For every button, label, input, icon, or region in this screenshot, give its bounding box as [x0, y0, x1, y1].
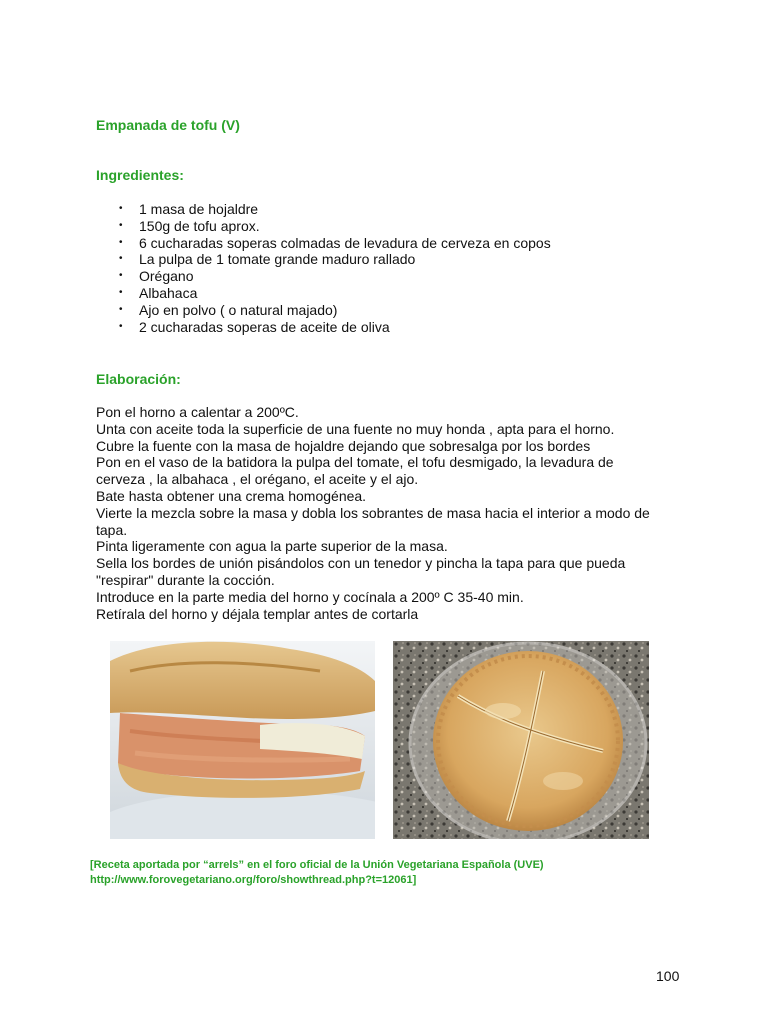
step-text: Pon el horno a calentar a 200ºC. — [96, 404, 299, 420]
step-text: Unta con aceite toda la superficie de una fuente no muy honda , apta para el horno. — [96, 420, 615, 437]
ingredient-text: Albahaca — [139, 284, 198, 301]
ingredient-text: 2 cucharadas soperas de aceite de oliva — [139, 318, 390, 335]
bullet-icon: • — [119, 203, 123, 214]
elaboration-heading: Elaboración: — [96, 371, 181, 387]
ingredient-item — [119, 251, 551, 268]
ingredient-item — [119, 285, 551, 302]
step-text: Pinta ligeramente con agua la parte superior de la masa. — [96, 538, 448, 555]
empanada-slice-photo — [110, 641, 375, 839]
whole-empanada-photo — [393, 641, 649, 839]
step-text: Pon en el vaso de la batidora la pulpa del tomate, el tofu desmigado, la levadura de cerveza , la albahaca , el orégano, el aceite y el ajo. — [96, 454, 614, 488]
credit-line: [Receta aportada por “arrels” en el foro oficial de la Unión Vegetariana Española (UVE) — [90, 859, 544, 871]
ingredient-text: 6 cucharadas soperas colmadas de levadura de cerveza en copos — [139, 234, 551, 251]
ingredient-item — [119, 319, 551, 336]
bullet-icon: • — [119, 236, 123, 248]
ingredient-text: 150g de tofu aprox. — [139, 217, 260, 234]
bullet-icon: • — [119, 219, 123, 231]
forum-link[interactable]: http://www.forovegetariano.org/foro/showthread.php?t=12061] — [90, 874, 417, 886]
ingredient-text: Orégano — [139, 268, 194, 285]
bullet-icon: • — [119, 253, 123, 265]
ingredient-item — [119, 302, 551, 319]
step-text: Cubre la fuente con la masa de hojaldre dejando que sobresalga por los bordes — [96, 437, 591, 454]
bullet-icon: • — [119, 270, 123, 282]
ingredient-item — [119, 201, 551, 218]
bullet-icon: • — [119, 286, 123, 298]
step-text: Retírala del horno y déjala templar antes de cortarla — [96, 605, 419, 622]
ingredient-text: La pulpa de 1 tomate grande maduro rallado — [139, 251, 416, 268]
ingredient-text: 1 masa de hojaldre — [139, 201, 259, 217]
ingredients-heading: Ingredientes: — [96, 167, 184, 183]
step-text: Vierte la mezcla sobre la masa y dobla los sobrantes de masa hacia el interior a modo de tapa. — [96, 504, 650, 538]
ingredient-item — [119, 235, 551, 252]
ingredient-item — [119, 268, 551, 285]
elaboration-steps — [96, 404, 666, 622]
ingredient-text: Ajo en polvo ( o natural majado) — [139, 301, 338, 318]
bullet-icon: • — [119, 320, 123, 332]
step-text: Sella los bordes de unión pisándolos con un tenedor y pincha la tapa para que pueda "respirar" durante la cocción. — [96, 555, 626, 588]
step-text: Introduce en la parte media del horno y cocínala a 200º C 35-40 min. — [96, 588, 524, 605]
recipe-credit — [90, 858, 544, 888]
ingredients-list — [119, 201, 551, 335]
bullet-icon: • — [119, 303, 123, 315]
recipe-title: Empanada de tofu (V) — [96, 117, 240, 133]
ingredient-item — [119, 218, 551, 235]
step-text: Bate hasta obtener una crema homogénea. — [96, 487, 367, 504]
page-number: 100 — [656, 968, 680, 984]
